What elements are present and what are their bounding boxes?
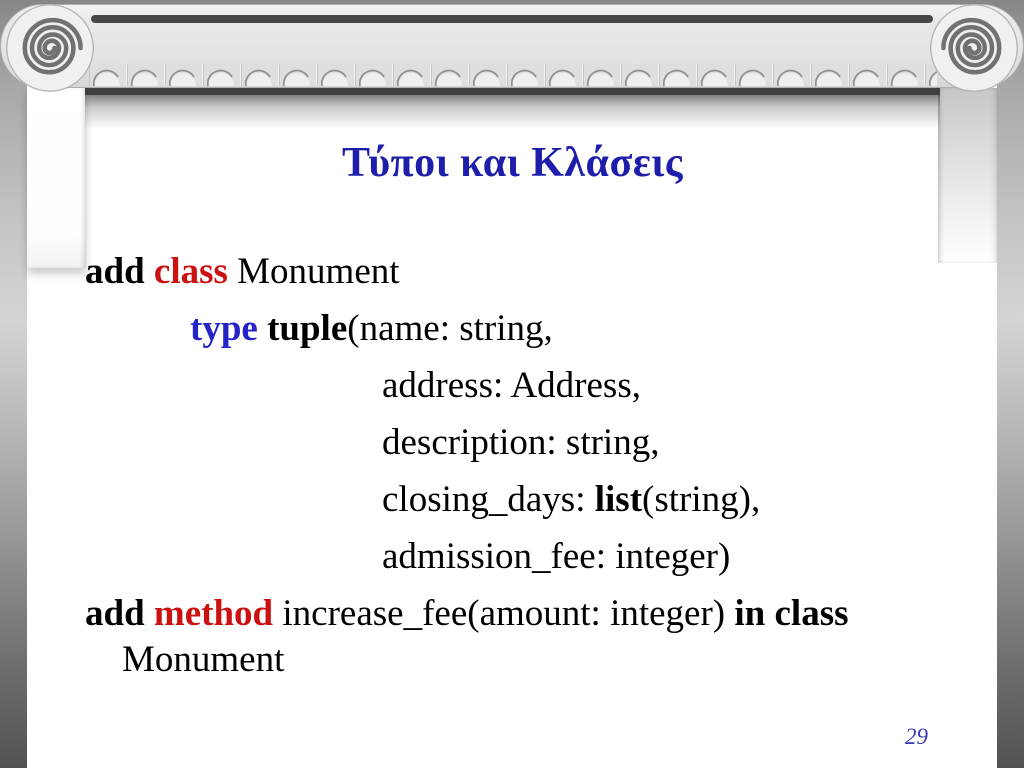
egg-and-dart-molding (89, 64, 937, 86)
text-segment: address: Address, (382, 365, 641, 406)
text-segment: closing_days: (382, 479, 595, 520)
ionic-capital-banner (0, 4, 1024, 88)
text-segment: add (85, 593, 154, 634)
body-line (85, 528, 945, 585)
slide-title: Τύποι και Κλάσεις (341, 140, 683, 186)
text-segment: method (153, 593, 274, 634)
ionic-volute-icon (5, 3, 95, 93)
text-segment: tuple (267, 308, 348, 349)
text-segment: admission_fee: integer) (382, 536, 731, 577)
right-column-pillar (938, 88, 997, 263)
body-line (85, 243, 945, 300)
text-segment: add (85, 251, 154, 292)
body-line (85, 414, 945, 471)
text-segment: Monument (122, 639, 285, 680)
slide-body (85, 243, 945, 683)
ionic-volute-icon (929, 3, 1019, 93)
text-segment: increase_fee(amount: integer) (273, 593, 735, 634)
left-column-pillar (27, 88, 86, 268)
body-line (85, 637, 945, 683)
text-segment: (name: string, (347, 308, 553, 349)
capital-shadow (85, 95, 940, 129)
text-segment: (string), (642, 479, 761, 520)
capital-bottom-edge (85, 88, 940, 95)
body-line (85, 585, 945, 642)
text-segment: type (190, 308, 268, 349)
capital-top-stripe (91, 15, 933, 23)
text-segment: Monument (227, 251, 400, 292)
body-line (85, 357, 945, 414)
body-line (85, 300, 945, 357)
body-line (85, 471, 945, 528)
text-segment: class (153, 251, 228, 292)
text-segment: description: string, (382, 422, 660, 463)
page-number: 29 (905, 724, 928, 749)
text-segment: in class (734, 593, 849, 634)
text-segment: list (594, 479, 643, 520)
